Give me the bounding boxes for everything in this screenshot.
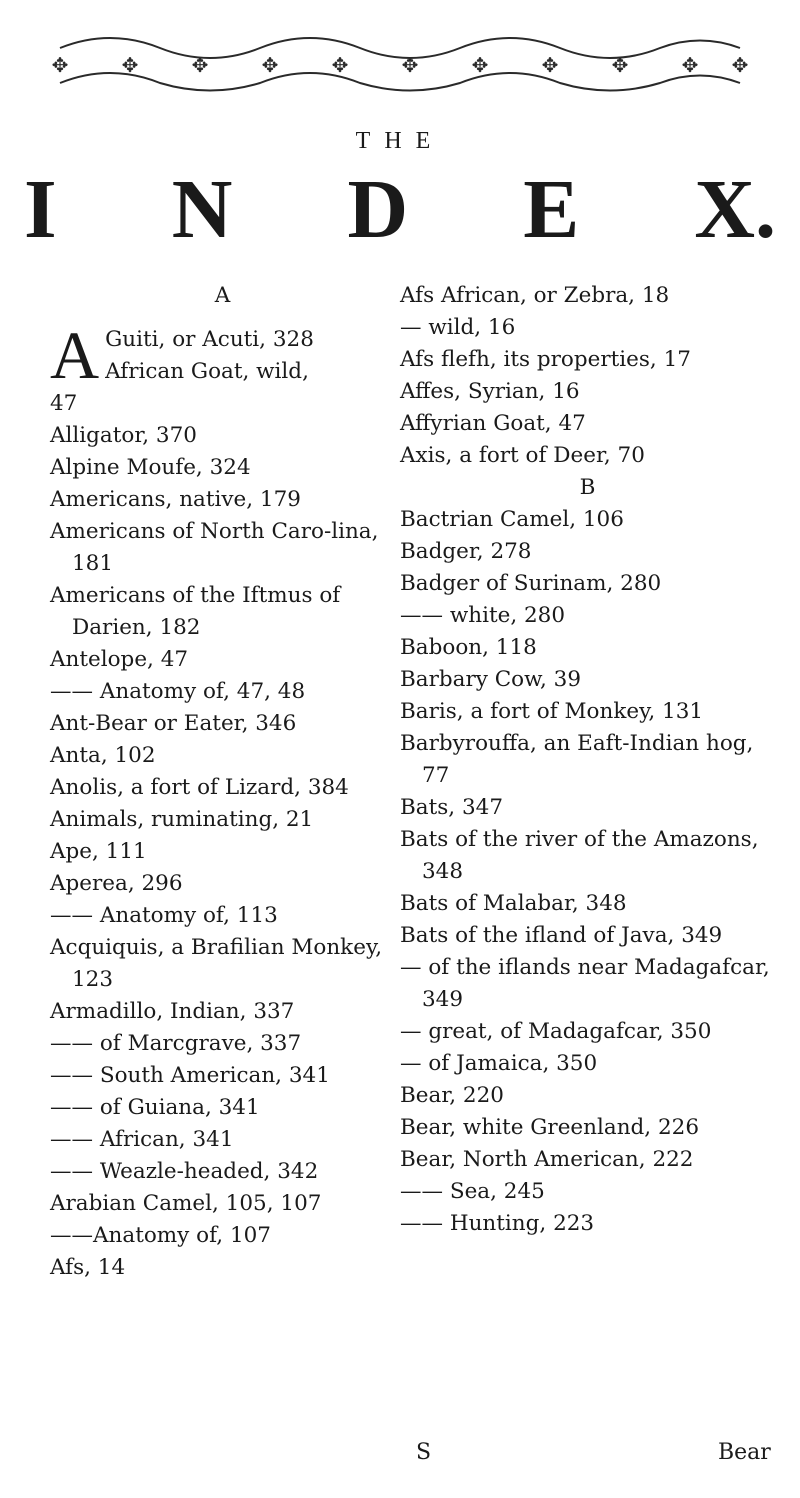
index-entry: —— Sea, 245 — [400, 1179, 545, 1204]
decorative-border-ornament — [50, 28, 750, 98]
index-entry: Alligator, 370 — [50, 423, 197, 448]
title-letter: X. — [694, 163, 776, 256]
index-entry: Baris, a fort of Monkey, 131 — [400, 699, 704, 724]
index-entry: — of Jamaica, 350 — [400, 1051, 598, 1076]
index-entry: — of the iflands near Madagafcar, 349 — [400, 955, 770, 1012]
entry-list-right-b — [400, 504, 775, 1240]
index-entry: Bactrian Camel, 106 — [400, 507, 624, 532]
svg-text:✥: ✥ — [261, 53, 279, 77]
index-entry: —— Anatomy of, 47, 48 — [50, 679, 306, 704]
drop-cap: A — [50, 317, 100, 393]
svg-text:✥: ✥ — [731, 53, 749, 77]
section-letter-a: A — [214, 283, 231, 308]
svg-text:✥: ✥ — [121, 53, 139, 77]
index-entry-first — [50, 317, 395, 420]
index-entry: Affes, Syrian, 16 — [400, 379, 580, 404]
entry-line: African Goat, wild, — [105, 359, 309, 384]
index-entry: —— South American, 341 — [50, 1063, 330, 1088]
index-entry: Americans of North Caro-lina, 181 — [50, 519, 379, 576]
index-entry: Anta, 102 — [50, 743, 156, 768]
index-entry: —— of Marcgrave, 337 — [50, 1031, 302, 1056]
index-entry: Bear, 220 — [400, 1083, 504, 1108]
title-letter: D — [347, 163, 409, 256]
index-entry: Bats of Malabar, 348 — [400, 891, 627, 916]
section-letter-b: B — [579, 475, 596, 500]
index-entry: — wild, 16 — [400, 315, 516, 340]
svg-text:✥: ✥ — [681, 53, 699, 77]
index-entry: —— Weazle-headed, 342 — [50, 1159, 319, 1184]
index-column-right — [400, 280, 775, 1240]
index-entry: Bats, 347 — [400, 795, 503, 820]
index-entry: Bear, North American, 222 — [400, 1147, 694, 1172]
index-entry: Americans, native, 179 — [50, 487, 301, 512]
index-entry: Arabian Camel, 105, 107 — [50, 1191, 322, 1216]
index-entry: Afs African, or Zebra, 18 — [400, 283, 670, 308]
title-the: THE — [355, 128, 445, 154]
svg-text:✥: ✥ — [541, 53, 559, 77]
index-entry: ——Anatomy of, 107 — [50, 1223, 271, 1248]
index-entry: Bear, white Greenland, 226 — [400, 1115, 700, 1140]
index-entry: Armadillo, Indian, 337 — [50, 999, 295, 1024]
index-entry: Bats of the river of the Amazons, 348 — [400, 827, 759, 884]
svg-text:✥: ✥ — [471, 53, 489, 77]
index-entry: Badger, 278 — [400, 539, 532, 564]
signature-mark: S — [416, 1440, 432, 1465]
index-column-left — [50, 280, 395, 1284]
index-entry: Antelope, 47 — [50, 647, 189, 672]
title-letter: E — [523, 163, 580, 256]
svg-text:✥: ✥ — [191, 53, 209, 77]
index-entry: —— Hunting, 223 — [400, 1211, 595, 1236]
entry-line: Guiti, or Acuti, 328 — [105, 327, 314, 352]
index-entry: —— Anatomy of, 113 — [50, 903, 278, 928]
index-entry: — great, of Madagafcar, 350 — [400, 1019, 712, 1044]
entry-list-left — [50, 420, 395, 1284]
index-entry: Animals, ruminating, 21 — [50, 807, 314, 832]
index-entry: Axis, a fort of Deer, 70 — [400, 443, 645, 468]
svg-text:✥: ✥ — [51, 53, 69, 77]
entry-page: 47 — [50, 391, 78, 416]
index-entry: Badger of Surinam, 280 — [400, 571, 662, 596]
title-letter: N — [171, 163, 233, 256]
catchword: Bear — [718, 1440, 771, 1465]
index-entry: Bats of the ifland of Java, 349 — [400, 923, 723, 948]
index-entry: Acquiquis, a Brafilian Monkey, 123 — [50, 935, 383, 992]
index-entry: Affyrian Goat, 47 — [400, 411, 586, 436]
title-index — [24, 163, 776, 256]
index-entry: Barbary Cow, 39 — [400, 667, 582, 692]
index-entry: Barbyrouffa, an Eaft-Indian hog, 77 — [400, 731, 754, 788]
title-letter: I — [24, 163, 57, 256]
index-entry: Baboon, 118 — [400, 635, 537, 660]
index-entry: Aperea, 296 — [50, 871, 183, 896]
index-entry: Anolis, a fort of Lizard, 384 — [50, 775, 349, 800]
index-entry: Americans of the Iftmus of Darien, 182 — [50, 583, 341, 640]
svg-text:✥: ✥ — [611, 53, 629, 77]
index-entry: Alpine Moufe, 324 — [50, 455, 251, 480]
svg-text:✥: ✥ — [331, 53, 349, 77]
entry-list-right-a — [400, 280, 775, 472]
index-entry: —— of Guiana, 341 — [50, 1095, 260, 1120]
svg-text:✥: ✥ — [401, 53, 419, 77]
index-entry: Ant-Bear or Eater, 346 — [50, 711, 297, 736]
index-entry: —— white, 280 — [400, 603, 566, 628]
index-entry: Ape, 111 — [50, 839, 147, 864]
index-entry: Afs, 14 — [50, 1255, 126, 1280]
index-entry: —— African, 341 — [50, 1127, 234, 1152]
index-entry: Afs flefh, its properties, 17 — [400, 347, 691, 372]
